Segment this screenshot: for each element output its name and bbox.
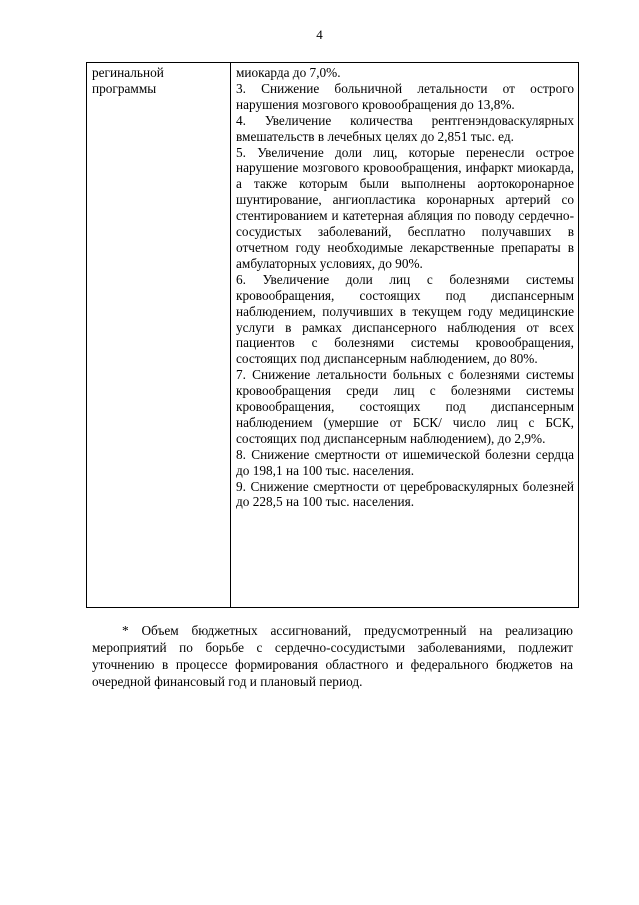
- left-cell-text: регинальной программы: [92, 65, 164, 96]
- paragraph-5: 6. Увеличение доли лиц с болезнями системы кровообращения, состоящих под диспансерным наблюдением, получивших в текущем году медицинские услуги в рамках диспансерного наблюдения от всех пациентов с болезнями системы кровообращения, состоящих под диспансерным наблюдением, до 80%.: [236, 271, 574, 367]
- left-cell: [87, 63, 231, 608]
- paragraph-3: 4. Увеличение количества рентгенэндоваскулярных вмешательств в лечебных целях до 2,851 тыс. ед.: [236, 112, 574, 144]
- paragraph-6: 7. Снижение летальности больных с болезнями системы кровообращения среди лиц с болезнями системы кровообращения, состоящих под диспансерным наблюдением (умершие от БСК/ число лиц с БСК, состоящих под диспансерным наблюдением), до 2,9%.: [236, 367, 574, 446]
- program-table: [86, 62, 579, 608]
- footnote: * Объем бюджетных ассигнований, предусмотренный на реализацию мероприятий по борьбе с сердечно-сосудистыми заболеваниями, подлежит уточнению в процессе формирования областного и федерального бюджетов на очередной финансовый год и плановый период.: [92, 623, 573, 689]
- paragraph-4: 5. Увеличение доли лиц, которые перенесли острое нарушение мозгового кровообращения, инфаркт миокарда, а также которым были выполнены аортокоронарное шунтирование, ангиопластика коронарных артерий со стентированием и катетерная абляция по поводу сердечно-сосудистых заболеваний, бесплатно получавших в отчетном году необходимые лекарственные препараты в амбулаторных условиях, до 90%.: [236, 144, 574, 271]
- paragraph-2: 3. Снижение больничной летальности от острого нарушения мозгового кровообращения до 13,8%.: [236, 80, 574, 112]
- page-number: 4: [316, 27, 323, 42]
- paragraph-8: 9. Снижение смертности от цереброваскулярных болезней до 228,5 на 100 тыс. населения.: [236, 478, 574, 510]
- table-row: [87, 63, 579, 608]
- paragraph-7: 8. Снижение смертности от ишемической болезни сердца до 198,1 на 100 тыс. населения.: [236, 446, 574, 478]
- right-cell: [231, 63, 579, 608]
- paragraph-1: миокарда до 7,0%.: [236, 65, 341, 80]
